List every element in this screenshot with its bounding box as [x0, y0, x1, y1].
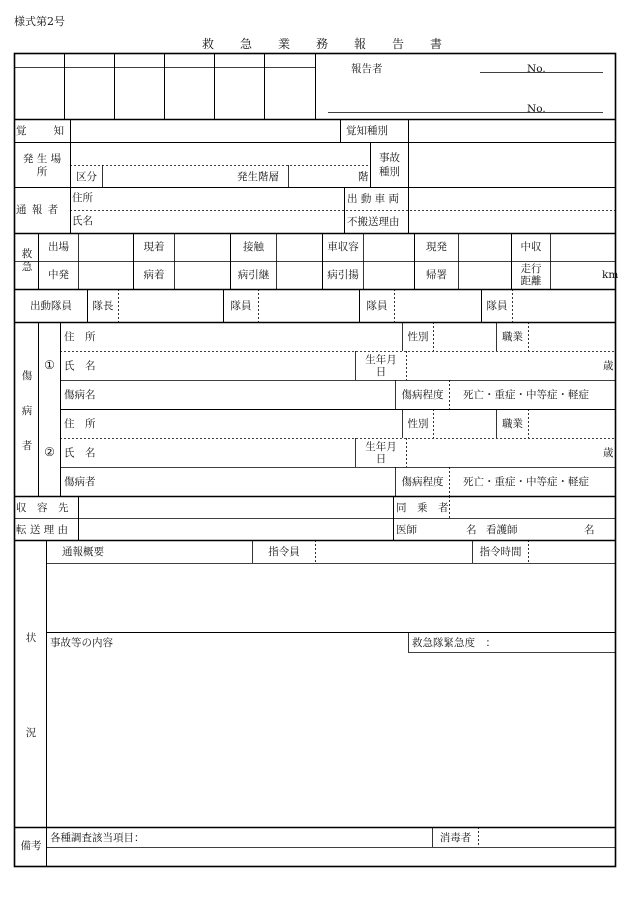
no-label-2: No.: [527, 103, 546, 115]
stamp-box-4[interactable]: [165, 68, 214, 119]
jiko-type-field[interactable]: [409, 143, 615, 187]
patient1-dob-label-a: 生年月: [365, 354, 397, 366]
patient2-name-field[interactable]: [105, 439, 355, 467]
patient2-age-unit: 歳: [603, 447, 614, 459]
time-field-chushu[interactable]: [551, 234, 615, 261]
survey-items-label: 各種調査該当項目：: [50, 832, 145, 844]
patient2-sex-field[interactable]: [434, 410, 496, 438]
kubun-label: 区分: [76, 171, 97, 183]
kai-label: 階: [358, 171, 369, 183]
patient1-dob-label-b: 日: [375, 366, 387, 378]
commander-label: 指令員: [268, 546, 300, 558]
distance-field[interactable]: [551, 262, 601, 289]
no-label-1: No.: [527, 63, 546, 75]
stamp-box-1[interactable]: [15, 68, 64, 119]
patient-label-a: 傷: [21, 370, 33, 382]
time-field-byochaku[interactable]: [175, 262, 230, 289]
time-field-genchaku[interactable]: [175, 234, 230, 261]
time-label-chushu: 中収: [520, 241, 542, 253]
patient-label-c: 者: [21, 440, 33, 452]
commander-field[interactable]: [316, 541, 472, 563]
patient2-dob-label-a: 生年月: [365, 441, 397, 453]
time-label-genchaku: 現着: [143, 241, 165, 253]
survey-items-field[interactable]: [150, 828, 432, 847]
outline-field[interactable]: [47, 564, 615, 632]
kubun-field[interactable]: [103, 166, 233, 187]
doctor-count-unit: 名: [466, 524, 477, 536]
patient2-dob-field[interactable]: [407, 439, 597, 467]
distance-label-a: 走行: [520, 263, 542, 275]
tsuho-label: 通 報 者: [16, 204, 60, 216]
jiko-label-a: 事故: [379, 152, 400, 164]
crew-member2-label: 隊員: [366, 300, 388, 312]
patient1-disease-field[interactable]: [105, 381, 395, 409]
patient2-dob-label-b: 日: [375, 453, 387, 465]
time-field-byohikitsugi[interactable]: [277, 262, 322, 289]
crew-leader-field[interactable]: [119, 290, 223, 322]
reporter-label: 報告者: [351, 63, 383, 75]
dispatch-vehicle-field[interactable]: [409, 188, 615, 210]
patient2-job-label: 職業: [502, 418, 523, 430]
incident-content-label: 事故等の内容: [50, 637, 113, 649]
patient1-dob-field[interactable]: [407, 352, 597, 380]
hospital-label: 収 容 先: [16, 502, 69, 514]
time-label-chuhatsu: 中発: [48, 269, 69, 281]
time-label-kisho: 帰署: [426, 269, 447, 281]
hospital-field[interactable]: [79, 497, 393, 518]
patient1-name-label: 氏 名: [64, 360, 96, 372]
patient2-address-field[interactable]: [105, 410, 402, 438]
time-label-sesshoku: 接触: [243, 241, 264, 253]
time-label-shutsujo: 出場: [48, 241, 69, 253]
remarks-label: 備考: [20, 840, 42, 852]
crew-member2-field[interactable]: [395, 290, 481, 322]
crew-label: 出動隊員: [30, 300, 72, 312]
nurse-count-unit: 名: [584, 524, 595, 536]
stamp-box-2[interactable]: [65, 68, 114, 119]
crew-member1-field[interactable]: [259, 290, 359, 322]
command-time-field[interactable]: [529, 541, 615, 563]
crew-member3-label: 隊員: [486, 300, 508, 312]
patient1-sex-label: 性別: [407, 331, 429, 343]
time-label-byochaku: 病着: [143, 269, 165, 281]
kyukyu-label-a: 救: [21, 248, 33, 260]
patient1-sex-field[interactable]: [434, 323, 496, 351]
disinfector-label: 消毒者: [439, 832, 472, 844]
stamp-box-6[interactable]: [265, 68, 315, 119]
patient1-severity-options[interactable]: 死亡・重症・中等症・軽症: [463, 389, 589, 401]
doctor-label: 医師: [396, 524, 417, 536]
hassei-place-field[interactable]: [71, 143, 370, 165]
report-no-field-1[interactable]: [480, 58, 603, 72]
time-field-kisho[interactable]: [459, 262, 511, 289]
tsuho-name-label: 氏名: [72, 215, 93, 227]
outline-label: 通報概要: [62, 546, 104, 558]
time-label-shashuyo: 車収容: [327, 241, 359, 253]
hassei-label-b: 所: [36, 166, 48, 178]
patient1-address-label: 住 所: [64, 331, 96, 343]
hassei-label-a: 発 生 場: [22, 153, 62, 165]
patient1-age-unit: 歳: [603, 360, 614, 372]
kaiso-label: 発生階層: [237, 171, 279, 183]
form-number: 様式第2号: [14, 15, 65, 28]
patient1-address-field[interactable]: [105, 323, 402, 351]
time-field-shashuyo[interactable]: [364, 234, 414, 261]
ride-along-field[interactable]: [450, 497, 615, 518]
time-field-chuhatsu[interactable]: [79, 262, 133, 289]
kakuchi-type-field[interactable]: [409, 120, 615, 142]
km-unit: km: [602, 269, 619, 281]
patient2-number: ②: [44, 445, 55, 459]
distance-label-b: 距離: [520, 275, 542, 287]
patient2-disease-label: 傷病者: [64, 476, 96, 488]
situation-label-a: 状: [25, 632, 37, 644]
situation-label-b: 況: [25, 727, 37, 739]
patient1-disease-label: 傷病名: [64, 389, 96, 401]
time-label-genpatsu: 現発: [426, 241, 447, 253]
patient2-sex-label: 性別: [407, 418, 429, 430]
remarks-field[interactable]: [47, 848, 615, 866]
patient2-severity-options[interactable]: 死亡・重症・中等症・軽症: [463, 476, 589, 488]
kyukyu-label-b: 急: [21, 261, 33, 273]
crew-member1-label: 隊員: [230, 300, 252, 312]
transfer-field[interactable]: [79, 519, 393, 540]
time-label-byohikiage: 病引揚: [327, 269, 359, 281]
dispatch-vehicle-label: 出 動 車 両: [347, 193, 400, 205]
patient1-job-field[interactable]: [529, 323, 615, 351]
time-field-byohikiage[interactable]: [364, 262, 414, 289]
transfer-label: 転 送 理 由: [16, 524, 69, 536]
jiko-label-b: 種別: [379, 166, 400, 178]
patient1-number: ①: [44, 358, 55, 372]
patient1-name-field[interactable]: [105, 352, 355, 380]
patient-label-b: 病: [21, 405, 33, 417]
kakuchi-label: 覚 知: [16, 125, 66, 137]
patient1-severity-label: 傷病程度: [401, 389, 444, 401]
urgency-label: 救急隊緊急度 ：: [412, 637, 496, 649]
kakuchi-type-label: 覚知種別: [346, 125, 388, 137]
non-transport-field[interactable]: [409, 211, 615, 233]
patient2-name-label: 氏 名: [64, 447, 96, 459]
reporter-name-field[interactable]: [328, 90, 603, 112]
crew-member3-field[interactable]: [513, 290, 615, 322]
kakuchi-field[interactable]: [71, 120, 340, 142]
page-title: 救 急 業 務 報 告 書: [202, 37, 450, 51]
time-field-genpatsu[interactable]: [459, 234, 511, 261]
tsuho-address-label: 住所: [72, 192, 93, 204]
stamp-box-3[interactable]: [115, 68, 164, 119]
patient2-job-field[interactable]: [529, 410, 615, 438]
patient2-address-label: 住 所: [64, 418, 96, 430]
patient2-severity-label: 傷病程度: [401, 476, 444, 488]
incident-content-field[interactable]: [47, 653, 615, 827]
ride-along-label: 同 乗 者: [396, 502, 449, 514]
command-time-label: 指令時間: [479, 546, 522, 558]
disinfector-field[interactable]: [479, 828, 615, 847]
patient2-disease-field[interactable]: [105, 468, 395, 496]
crew-leader-label: 隊長: [92, 300, 114, 312]
time-field-sesshoku[interactable]: [277, 234, 322, 261]
patient1-job-label: 職業: [502, 331, 523, 343]
time-label-byohikitsugi: 病引継: [237, 269, 270, 281]
stamp-box-5[interactable]: [215, 68, 264, 119]
nurse-label: 看護師: [486, 524, 518, 536]
non-transport-label: 不搬送理由: [347, 216, 400, 228]
time-field-shutsujo[interactable]: [79, 234, 133, 261]
